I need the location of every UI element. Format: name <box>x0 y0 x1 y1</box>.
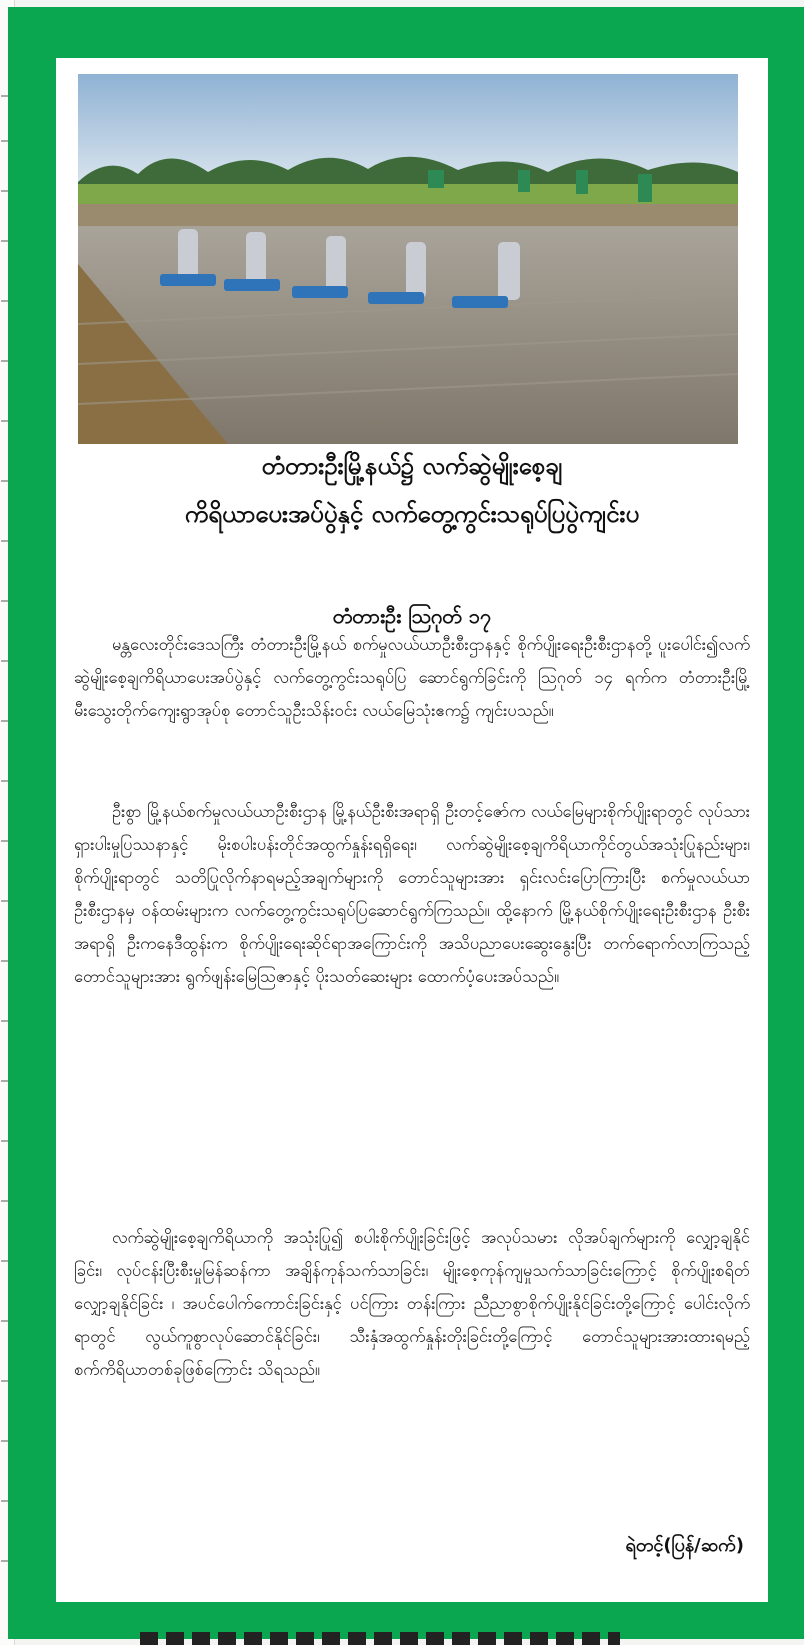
body-paragraph-2: ဦးစွာ မြို့နယ်စက်မှုလယ်ယာဦးစီးဌာန မြို့နယ်ဦးစီးအရာရှိ ဦးတင့်ဇော်က လယ်မြေများစိုက်ပျိုးရာတွင် လုပ်သားရှားပါးမှုပြဿနာနှင့် မိုးစပါးပန်းတိုင်အထွက်နှုန်းရရှိရေး၊ လက်ဆွဲမျိုးစေ့ချကိရိယာကိုင်တွယ်အသုံးပြုနည်းများ၊ စိုက်ပျိုးရာတွင် သတိပြုလိုက်နာရမည့်အချက်များကို တောင်သူများအား ရှင်းလင်းပြောကြားပြီး စက်မှုလယ်ယာဦးစီးဌာနမှ ဝန်ထမ်းများက လက်တွေ့ကွင်းသရုပ်ပြဆောင်ရွက်ကြသည်။ ထို့နောက် မြို့နယ်စိုက်ပျိုးရေးဦးစီးဌာန ဦးစီးအရာရှိ ဦးကနေဒီထွန်းက စိုက်ပျိုးရေးဆိုင်ရာအကြောင်းကို အသိပညာပေးဆွေးနွေးပြီး တက်ရောက်လာကြသည့် တောင်သူများအား ရွက်ဖျန်းမြေဩဇာနှင့် ပိုးသတ်ဆေးများ ထောက်ပံ့ပေးအပ်သည်။ <box>74 801 750 986</box>
body-paragraph-1: မန္တလေးတိုင်းဒေသကြီး တံတားဦးမြို့နယ် စက်မှုလယ်ယာဦးစီးဌာနနှင့် စိုက်ပျိုးရေးဦးစီးဌာနတို့ ပူးပေါင်း၍လက်ဆွဲမျိုးစေ့ချကိရိယာပေးအပ်ပွဲနှင့် လက်တွေ့ကွင်းသရုပ်ပြ ဆောင်ရွက်ခြင်းကို ဩဂုတ် ၁၄ ရက်က တံတားဦးမြို့ မီးသွေးတိုက်ကျေးရွာအုပ်စု တောင်သူဦးသိန်းဝင်း လယ်မြေသုံးဧက၌ ကျင်းပသည်။ <box>74 634 750 720</box>
field-demonstration-photo <box>78 74 738 444</box>
dateline: တံတားဦး ဩဂုတ် ၁၇ <box>332 604 492 628</box>
article-paper <box>56 58 768 1602</box>
headline-line-1: တံတားဦးမြို့နယ်၌ လက်ဆွဲမျိုးစေ့ချ <box>261 452 563 480</box>
body-paragraph-3: လက်ဆွဲမျိုးစေ့ချကိရိယာကို အသုံးပြု၍ စပါးစိုက်ပျိုးခြင်းဖြင့် အလုပ်သမား လိုအပ်ချက်များကို လျှော့ချနိုင်ခြင်း၊ လုပ်ငန်းပြီးစီးမှုမြန်ဆန်ကာ အချိန်ကုန်သက်သာခြင်း၊ မျိုးစေ့ကုန်ကျမှုသက်သာခြင်းကြောင့် စိုက်ပျိုးစရိတ်လျှော့ချနိုင်ခြင်း ၊ အပင်ပေါက်ကောင်းခြင်းနှင့် ပင်ကြား တန်းကြား ညီညာစွာစိုက်ပျိုးနိုင်ခြင်းတို့ကြောင့် ပေါင်းလိုက်ရာတွင် လွယ်ကူစွာလုပ်ဆောင်နိုင်ခြင်း၊ သီးနှံအထွက်နှုန်းတိုးခြင်းတို့ကြောင့် တောင်သူများအားထားရမည့် စက်ကိရိယာတစ်ခုဖြစ်ကြောင်း သိရသည်။ <box>74 1227 750 1379</box>
byline: ရဲတင့်(ပြန်/ဆက်) <box>625 1535 744 1556</box>
article-frame <box>8 7 804 1639</box>
headline-line-2: ကိရိယာပေးအပ်ပွဲနှင့် လက်တွေ့ကွင်းသရုပ်ပြပွဲကျင်းပ <box>184 500 640 528</box>
next-article-strip <box>140 1632 620 1645</box>
